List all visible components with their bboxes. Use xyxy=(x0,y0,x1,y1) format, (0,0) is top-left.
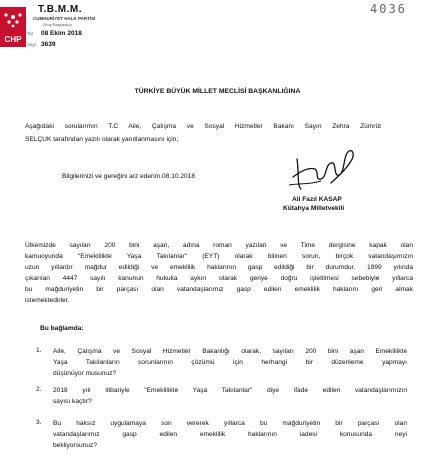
body-line-4: çıkarılan 4447 sayılı kanunun hukuka aykırı olarak geriye doğru işletilmesi sebebiyle yıllarca xyxy=(25,275,413,282)
question-number: 3. xyxy=(36,419,42,426)
question-2-line-1: 2018 yılı itibariyle "Emeklilikte Yaşa Takılanlar" diye ifade edilen vatandaşlarımızın xyxy=(53,387,407,394)
signature-image xyxy=(279,141,369,201)
group-name: Grup Başkanlığı xyxy=(43,22,72,27)
question-3-line-2: vatandaşlarımız gasp edilen emeklilik haklarının iadesi konusunda neyi xyxy=(53,431,407,438)
date-value: 08 Ekim 2018 xyxy=(41,30,82,37)
body-line-3: uzun yıllardır mağdur edildiği ve emeklilik haklarının gasp edildiği bir durumdur. 1999 yılında xyxy=(25,264,413,271)
party-logo xyxy=(0,7,26,47)
closing-line: Bilgilerinizi ve gereğini arz ederim.08.10.2018 xyxy=(62,173,196,180)
questions-heading: Bu bağlamda: xyxy=(40,325,84,332)
number-row xyxy=(27,41,55,48)
question-3-line-3: bekliyorsunuz? xyxy=(53,442,97,449)
date-row xyxy=(27,30,82,37)
question-3-line-1: Bu haksız uygulamaya son vererek yıllarca bu mağduriyetin bir parçası olan xyxy=(53,420,407,427)
body-line-5: bu mağduriyetin bir parçası olan vatandaşlarımız gasp edilen emeklilik haklarını geri almak xyxy=(25,286,413,293)
date-label: Tar. xyxy=(27,31,35,36)
org-name: T.B.M.M. xyxy=(38,4,82,15)
question-1-line-3: düşünüyor musunuz? xyxy=(53,370,117,377)
logo-text: CHP xyxy=(4,35,22,44)
question-1-line-1: Aile, Çalışma ve Sosyal Hizmetler Bakanlığı olarak, sayıları 200 bini aşan Emeklilikte xyxy=(53,348,407,355)
document-number-stamp: 4036 xyxy=(370,2,407,16)
body-line-1: Ülkemizde sayıları 200 bini aşan, adına roman yazılan ve Time dergisine kapak olan xyxy=(25,242,413,249)
body-line-2: kamuoyunda "Emeklilikte Yaşa Takılanlar" (EYT) olarak bilinen sorun, birçok vatandaşımızın xyxy=(25,253,413,260)
signatory-title: Kütahya Milletvekili xyxy=(283,205,345,212)
signatory-name: Ali Fazıl KASAP xyxy=(292,196,342,203)
question-2-line-2: sayısı kaçtır? xyxy=(53,398,92,405)
question-number: 1. xyxy=(36,347,42,354)
number-value: 3639 xyxy=(41,41,56,48)
party-name: CUMHURİYET HALK PARTİSİ xyxy=(33,16,96,21)
number-label: Sayı xyxy=(27,42,37,47)
question-1-line-2: Yaşa Takılanların sorunlarının çözümü için herhangi bir düzenleme yapmayı xyxy=(53,359,407,366)
intro-line-2: SELÇUK tarafından yazılı olarak yanıtlanmasını için; xyxy=(25,136,179,143)
question-number: 2. xyxy=(36,386,42,393)
intro-line-1: Aşağıdaki sorularımın T.C Aile, Çalışma ve Sosyal Hizmetler Bakanı Sayın Zehra Zümrüt xyxy=(25,123,381,130)
body-line-6: istemektedirler. xyxy=(25,297,70,304)
document-title: TÜRKİYE BÜYÜK MİLLET MECLİSİ BAŞKANLIĞINA xyxy=(134,88,301,95)
